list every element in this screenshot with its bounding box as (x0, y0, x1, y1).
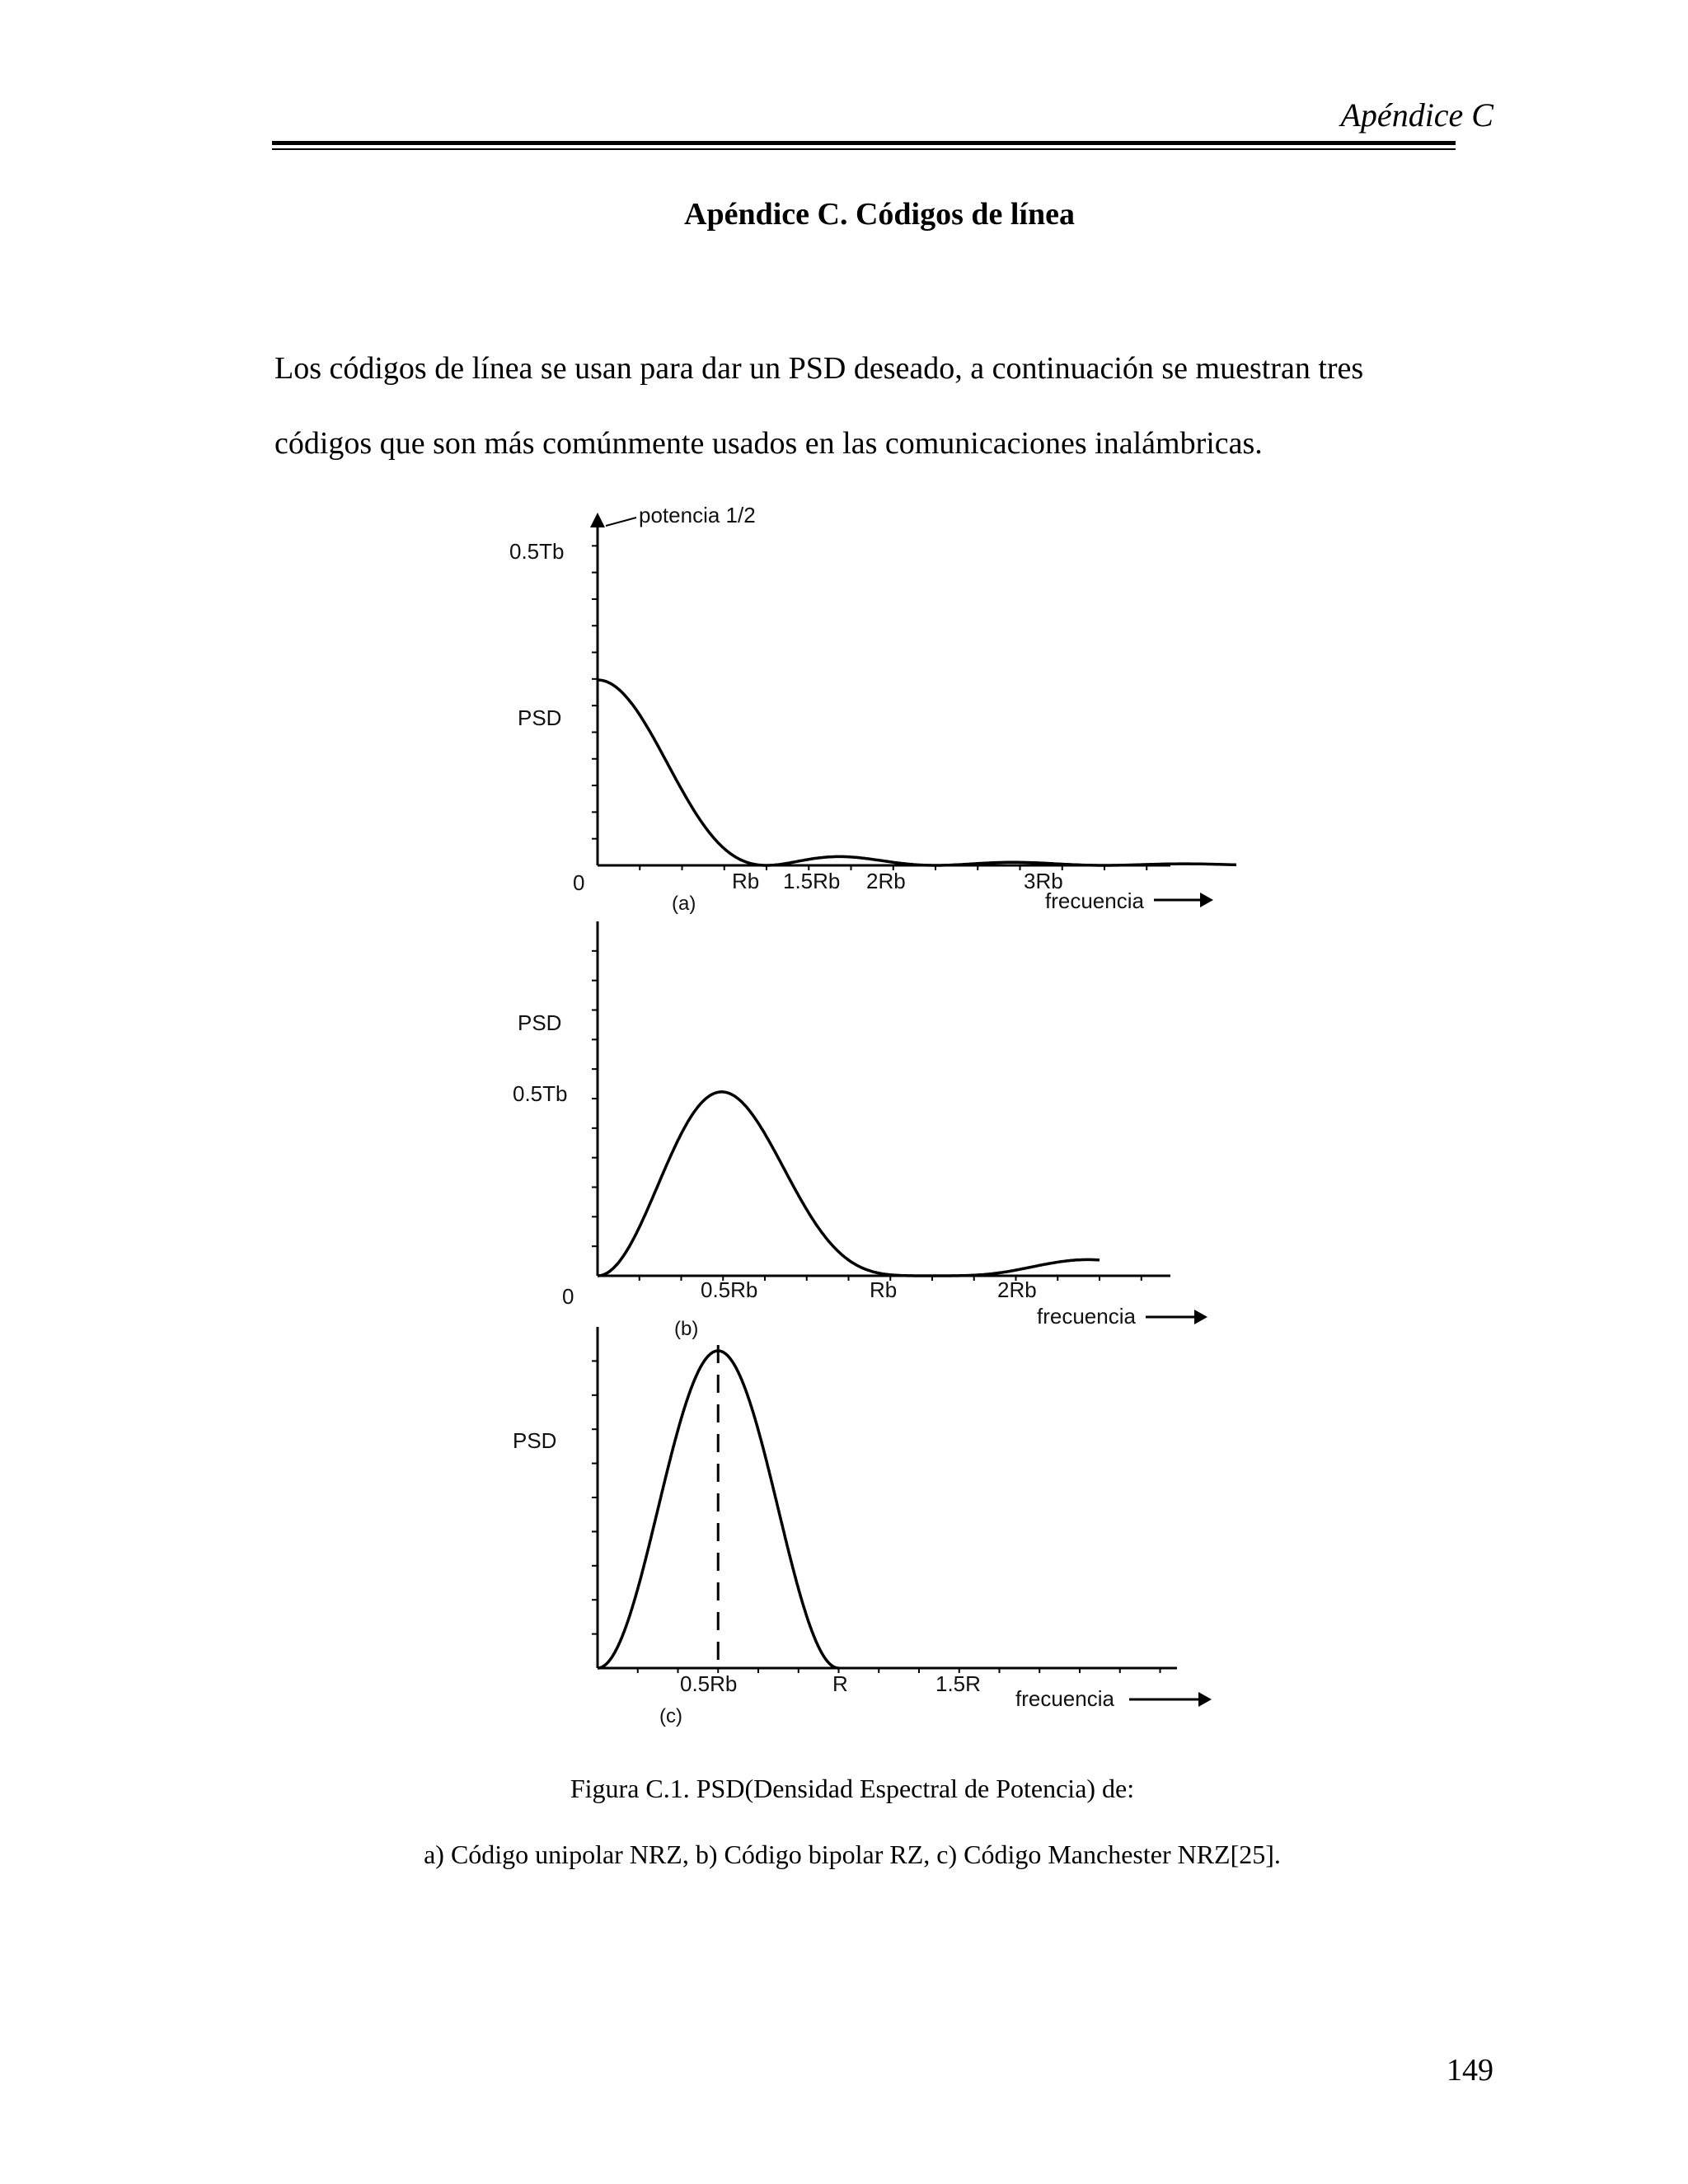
paragraph-line-1: Los códigos de línea se usan para dar un PSD deseado, a continuación se muestran tres (274, 351, 1364, 386)
panel-a-frequency-arrowhead (1200, 893, 1213, 907)
figure-caption-line-1: Figura C.1. PSD(Densidad Espectral de Potencia) de: (570, 1774, 1135, 1803)
header-rule-thick (272, 141, 1456, 145)
paragraph-line-2: códigos que son más comúnmente usados en las comunicaciones inalámbricas. (274, 426, 1263, 461)
running-header: Apéndice C (1340, 96, 1493, 134)
panel-b-xtick-2: Rb (870, 1277, 898, 1302)
panel-b-psd-curve (598, 1092, 1100, 1276)
panel-b-xtick-1: 0.5Rb (701, 1277, 758, 1302)
panel-c-label: (c) (659, 1705, 682, 1727)
panel-a-origin: 0 (573, 870, 585, 895)
panel-b-xlabel: frecuencia (1037, 1304, 1136, 1329)
figure-caption-line-2: a) Código unipolar NRZ, b) Código bipolar RZ, c) Código Manchester NRZ[25]. (424, 1840, 1281, 1869)
psd-figure (495, 503, 1236, 1739)
panel-a-xtick-4: 3Rb (1024, 869, 1063, 893)
panel-a-label: (a) (672, 893, 696, 915)
panel-c-xlabel: frecuencia (1015, 1686, 1114, 1711)
panel-a-psd-curve (598, 680, 1236, 865)
psd-figure-svg (495, 503, 1236, 1739)
panel-b-label: (b) (674, 1318, 699, 1340)
panel-b-ytick: 0.5Tb (513, 1081, 568, 1106)
panel-a-xtick-3: 2Rb (866, 869, 906, 893)
appendix-title: Apéndice C. Códigos de línea (684, 197, 1075, 232)
panel-a-annotation: potencia 1/2 (639, 503, 756, 527)
panel-a-y-arrowhead (590, 513, 605, 527)
panel-b-ylabel: PSD (518, 1010, 562, 1035)
panel-a-ytick: 0.5Tb (509, 539, 565, 564)
panel-b-xtick-3: 2Rb (997, 1277, 1037, 1302)
panel-b-origin: 0 (562, 1284, 574, 1309)
page-number: 149 (1447, 2053, 1493, 2088)
panel-c-xtick-3: 1.5R (935, 1671, 981, 1696)
panel-c-xtick-2: R (832, 1671, 848, 1696)
panel-a-xtick-1: Rb (732, 869, 760, 893)
header-rule-thin (272, 148, 1456, 150)
panel-a-ylabel: PSD (518, 705, 562, 730)
panel-a-xlabel: frecuencia (1045, 888, 1144, 913)
panel-c-xtick-1: 0.5Rb (680, 1671, 738, 1696)
panel-a-annotation-leader (606, 518, 636, 526)
panel-c-ylabel: PSD (513, 1428, 557, 1453)
panel-b-frequency-arrowhead (1194, 1310, 1207, 1324)
panel-a-xtick-2: 1.5Rb (783, 869, 841, 893)
panel-c-frequency-arrowhead (1198, 1692, 1212, 1707)
